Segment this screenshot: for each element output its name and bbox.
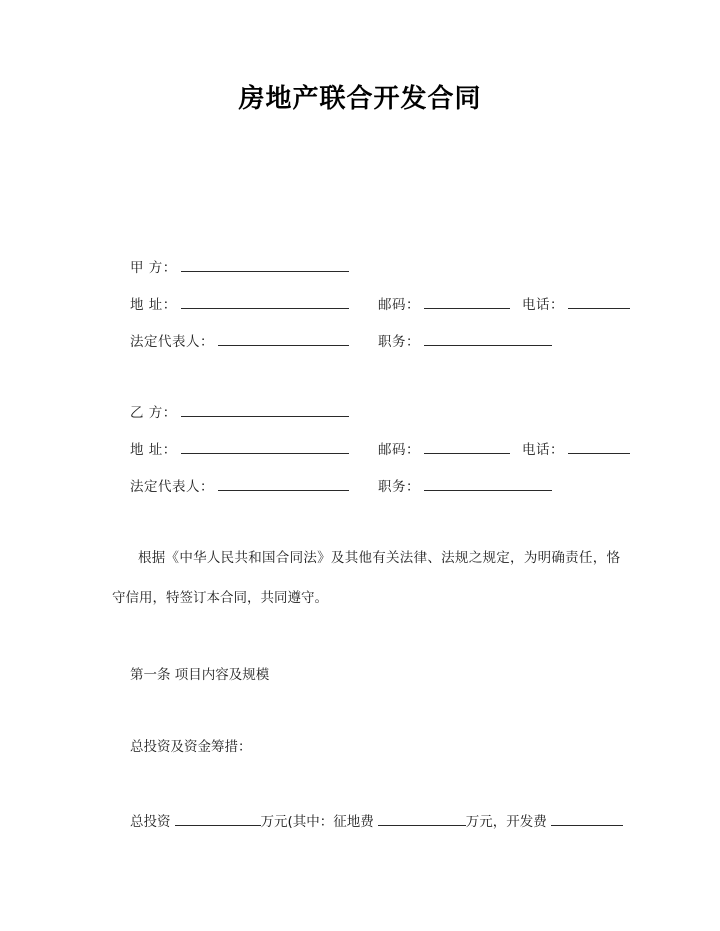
party-b-postcode-field — [378, 438, 510, 458]
party-a-position-blank[interactable] — [424, 331, 552, 346]
party-b-name-label: 乙 方： — [130, 405, 177, 421]
party-a-address-field — [130, 293, 349, 313]
party-a-phone-field — [522, 293, 630, 313]
party-b-postcode-blank[interactable] — [424, 439, 510, 454]
party-a-name-blank[interactable] — [181, 257, 349, 272]
party-b-position-blank[interactable] — [424, 476, 552, 491]
party-a-address-blank[interactable] — [181, 294, 349, 309]
party-a-postcode-label: 邮码： — [378, 297, 420, 313]
party-a-address-row — [130, 293, 630, 330]
party-b-position-field — [378, 475, 552, 495]
party-b-name-field — [130, 401, 349, 421]
investment-total-blank[interactable] — [175, 811, 261, 826]
party-b-legal-rep-blank[interactable] — [218, 476, 349, 491]
party-a-address-label: 地 址： — [130, 297, 177, 313]
party-b-legal-rep-label: 法定代表人： — [130, 479, 214, 495]
party-b-postcode-label: 邮码： — [378, 442, 420, 458]
party-b-phone-blank[interactable] — [568, 439, 630, 454]
party-a-postcode-field — [378, 293, 510, 313]
intro-paragraph: 根据《中华人民共和国合同法》及其他有关法律、法规之规定，为明确责任，恪守信用，特签订本合同，共同遵守。 — [112, 550, 620, 606]
party-a-position-field — [378, 330, 552, 350]
party-a-legal-rep-blank[interactable] — [218, 331, 349, 346]
party-b-legal-rep-row — [130, 475, 630, 512]
investment-land-blank[interactable] — [378, 811, 466, 826]
party-b-position-label: 职务： — [378, 479, 420, 495]
party-b-phone-label: 电话： — [522, 442, 564, 458]
party-a-legal-rep-field — [130, 330, 349, 350]
page-title: 房地产联合开发合同 — [238, 84, 482, 114]
party-b-address-label: 地 址： — [130, 442, 177, 458]
party-a-postcode-blank[interactable] — [424, 294, 510, 309]
investment-heading: 总投资及资金筹措： — [130, 739, 252, 755]
party-a-section — [130, 256, 630, 367]
party-b-name-blank[interactable] — [181, 402, 349, 417]
party-a-position-label: 职务： — [378, 334, 420, 350]
party-a-phone-label: 电话： — [522, 297, 564, 313]
investment-development-label: 万元，开发费 — [465, 814, 547, 830]
party-a-phone-blank[interactable] — [568, 294, 630, 309]
party-a-name-row — [130, 256, 630, 293]
party-b-name-row — [130, 401, 630, 438]
party-a-name-field — [130, 256, 349, 276]
party-b-legal-rep-field — [130, 475, 349, 495]
party-a-legal-rep-label: 法定代表人： — [130, 334, 214, 350]
party-b-address-field — [130, 438, 349, 458]
party-b-section — [130, 401, 630, 512]
investment-fill-line — [130, 810, 623, 830]
article-one-heading: 第一条 项目内容及规模 — [130, 667, 270, 683]
party-a-legal-rep-row — [130, 330, 630, 367]
investment-total-label: 总投资 — [130, 814, 171, 830]
party-a-name-label: 甲 方： — [130, 260, 177, 276]
investment-development-blank[interactable] — [551, 811, 623, 826]
party-b-address-row — [130, 438, 630, 475]
party-b-address-blank[interactable] — [181, 439, 349, 454]
party-b-phone-field — [522, 438, 630, 458]
investment-land-label: 万元(其中：征地费 — [260, 814, 374, 830]
